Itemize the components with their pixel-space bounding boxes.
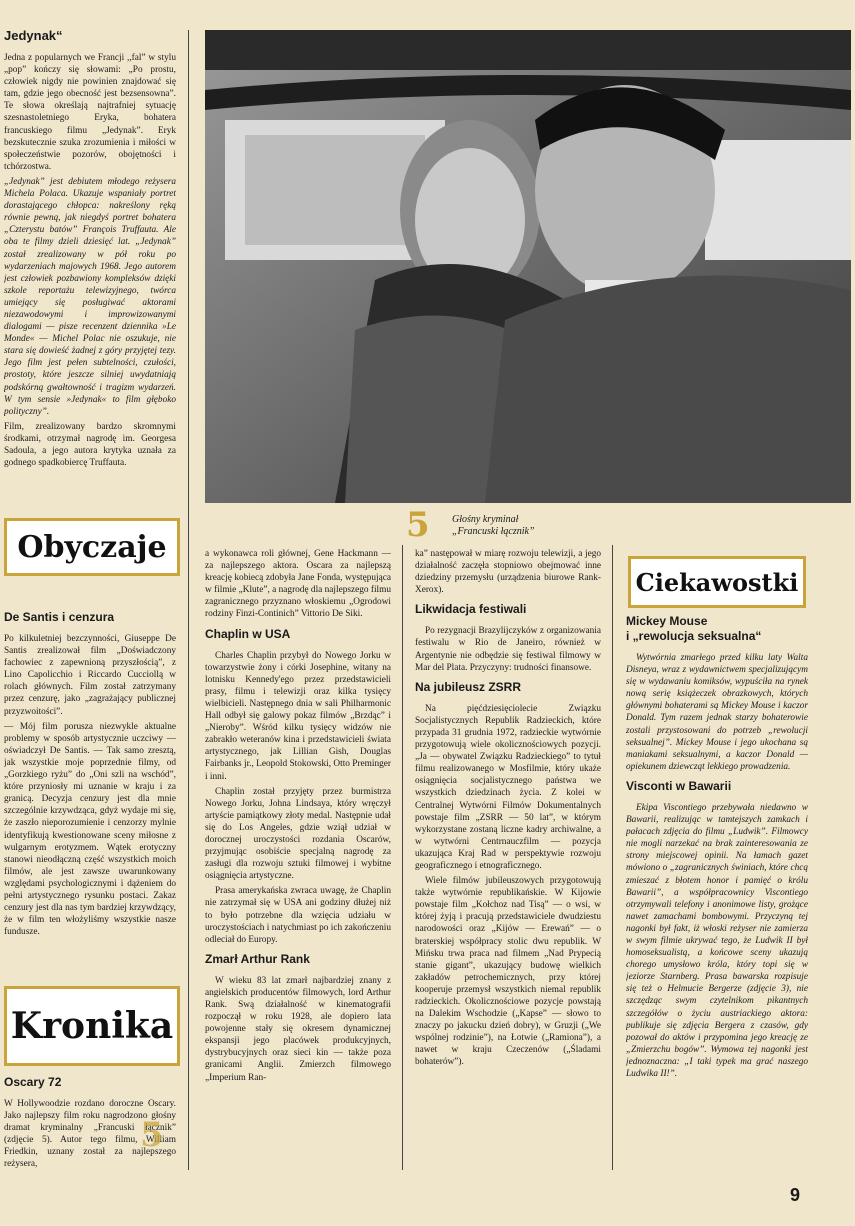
paragraph: Jedna z popularnych we Francji ,,fal” w stylu „pop” kończy się słowami: „Po prostu, człowiek nigdy nie powinien znajdować się tam, gdzie jego obecność jest bezsensowna”. Te słowa określają najtrafniej sytuację szesnastoletniego Eryka, bohatera francuskiego filmu „Jedynak”. Eryk bezskutecznie szuka zrozumienia i miłości w społeczeństwie pozorów, obojętności i tchórzostwa. (4, 53, 176, 172)
column-2 (205, 548, 391, 1173)
section-box-obyczaje: Obyczaje (4, 518, 180, 576)
paragraph: Wiele filmów jubileuszowych przygotowują także wytwórnie republikańskie. W Kijowie powstaje film „Kołchoz nad Tisą” — o wsi, w której żyją i pracują przedstawiciele dwudziestu narodowości oraz „Kijów — Erewań” — o braterskiej współpracy stolic dwu republik. W Mińsku trwa praca nad filmem „Nad Prypecią stanie gigant”, ukazujący budowę wielkich zakładów petrochemicznych, przy której kooperuje przemysł wszystkich niemal republik radzieckich. Okolicznościowe pozycje powstają na Dalekim Wschodzie („Kapse” — słowo to znaczy po jakucku dzień dobry), w Gruzji („We wspólnej rodzinie”), na Łotwie („Ramiona”), a nawet w kraju Czeczenów („Śladami bohaterów”). (415, 876, 601, 1068)
page-number: 9 (790, 1185, 801, 1205)
film-still-photo (205, 30, 851, 503)
heading-jedynak: Jedynak“ (4, 28, 63, 43)
heading-arthur-rank: Zmarł Arthur Rank (205, 951, 310, 966)
paragraph: Prasa amerykańska zwraca uwagę, że Chaplin nie zatrzymał się w USA ani godziny dłużej niż to było potrzebne dla wzięcia udziału w uroczystościach i natychmiast po ich zakończeniu odleciał do Europy. (205, 886, 391, 945)
photo-reference-mark: 5 (140, 1115, 164, 1155)
paragraph: ka” następował w miarę rozwoju telewizji, a jego działalność zaczęła stopniowo obejmować inne dziedziny przemysłu (urządzenia biurowe Rank-Xerox). (415, 549, 601, 596)
column-3 (415, 548, 601, 1173)
heading-oscary: Oscary 72 (4, 1075, 62, 1089)
paragraph: Po rezygnacji Brazylijczyków z organizowania festiwalu w Rio de Janeiro, również w Argentynie nie odbędzie się festiwal filmowy w Mar del Plata. Przyczyny: trudności finansowe. (415, 626, 601, 673)
paragraph: W Hollywoodzie rozdano doroczne Oscary. Jako najlepszy film roku nagrodzono głośny dramat kryminalny „Francuski łącznik” (zdjęcie 5). Autor tego filmu, William Friedkin, uznany został za najlepszego reżysera, (4, 1099, 176, 1170)
column-1-top (4, 28, 176, 498)
paragraph: Charles Chaplin przybył do Nowego Jorku w towarzystwie żony i córki Josephine, witany na lotnisku Kennedy'ego przez przedstawicieli prasy, filmu i telewizji oraz kilka tysięcy wielbicieli. Następnego dnia w sali Philharmonic Hall odbył się galowy pokaz filmów „Brzdąc” i „Nieroby”. Wśród kilku tysięcy widzów nie zabrakło weteranów kina i przedstawicieli świata artystycznego, jak Lillian Gish, Douglas Fairbanks jr., Leopold Stokowski, Otto Preminger i inni. (205, 650, 391, 782)
photo-illustration (205, 30, 851, 503)
paragraph: a wykonawca roli głównej, Gene Hackmann — za najlepszego aktora. Oscara za najlepszą kreację kobiecą zdobyła Jane Fonda, występująca w filmie „Klute”, a nagrodę dla najlepszego filmu zagranicznego przyznano włoskiemu „Ogrodowi rodziny Finzi-Continich” Vittorio De Siki. (205, 549, 391, 620)
column-1-mid (4, 610, 176, 980)
heading-visconti: Visconti w Bawarii (626, 778, 732, 793)
heading-rewolucja: i „rewolucja seksualna“ (626, 629, 762, 643)
photo-caption (452, 514, 535, 538)
heading-jubileusz: Na jubileusz ZSRR (415, 679, 522, 694)
heading-likwidacja: Likwidacja festiwali (415, 602, 527, 617)
section-box-kronika: Kronika (4, 986, 180, 1066)
column-divider (188, 30, 189, 1170)
section-box-ciekawostki: Ciekawostki (628, 556, 806, 608)
paragraph: W wieku 83 lat zmarł najbardziej znany z angielskich producentów filmowych, lord Arthur Rank. Swą działalność w kinematografii rozpoczął w roku 1928, ale dopiero lata powojenne stały się okresem dynamicznej ekspansji jego placówek produkcyjnych, dystrybucyjnych oraz sieci kin — także poza granicami Anglii. Zmierzch filmowego „Imperium Ran- (205, 975, 391, 1083)
paragraph: Film, zrealizowany bardzo skromnymi środkami, otrzymał nagrodę im. Georgesa Sadoula, a jego autora krytyka uznała za godnego spadkobiercę Truffauta. (4, 421, 176, 469)
caption-number: 5 (406, 505, 430, 545)
heading-chaplin: Chaplin w USA (205, 626, 291, 641)
caption-line-1: Głośny kryminał (452, 514, 519, 525)
paragraph: Na pięćdziesięciolecie Związku Socjalistycznych Republik Radzieckich, które przypada 31 grudnia 1972, radzieckie wytwórnie przygotowują wiele okolicznościowych pozycji. „Ja — obywatel Związku Radzieckiego” to tytuł filmu realizowanego w Mosfilmie, który ukaże osiągnięcia socjalistycznego państwa we wszystkich dziedzinach życia. Z kolei w Centralnej Wytwórni Filmów Dokumentalnych powstaje film „ZSRR — 50 lat”, w którym wykorzystane zostaną liczne kadry archiwalne, a w wytwórni Centrnauczfilm — pozycja ukazująca Kraj Rad w perspektywie rozwoju geograficznego i etnograficznego. (415, 703, 601, 871)
caption-line-2: „Francuski łącznik” (452, 526, 535, 537)
paragraph: — Mój film porusza niezwykle aktualne problemy w sposób artystycznie uczciwy — oświadczył De Santis. — Tak samo zresztą, jak wszystkie moje poprzednie filmy, od „Gorzkiego ryżu” do „Oni szli na wschód”, które przyniosły mi uznanie w kraju i za granicą. Decyzja cenzury jest dla mnie szczególnie krzywdząca, gdyż wydaje mi się, że zaszło nieporozumienie i cenzorzy mylnie identyfikują kwestionowane sceny miłosne z wulgarnym erotyzmem. Wątek erotyczny stanowi nieodłączną część wszystkich moich filmów, ale jest zawsze uwarunkowany względami psychologicznymi i dążeniem do pełni artystycznego rysunku postaci. Zakaz cenzury jest dla nas tym bardziej krzywdzący, że w film ten włożyliśmy wszystkie nasze fundusze. (4, 721, 176, 938)
column-4 (626, 614, 808, 1174)
heading-mickey-mouse: Mickey Mouse (626, 614, 708, 628)
paragraph: Chaplin został przyjęty przez burmistrza Nowego Jorku, Johna Lindsaya, który wręczył artyście pamiątkowy złoty medal. Następnie udał się do Los Angeles, gdzie wziął udział w dorocznej uroczystości rozdania Oscarów, przyjmując osobiście specjalną nagrodę za zasługi dla rozwoju sztuki filmowej i wybitne osiągnięcia artystyczne. (205, 786, 391, 882)
heading-de-santis: De Santis i cenzura (4, 610, 115, 624)
paragraph: Ekipa Viscontiego przebywała niedawno w Bawarii, realizując w tamtejszych zamkach i pałacach zdjęcia do filmu „Ludwik”. Filmowcy nie mogli narzekać na brak zainteresowania ze strony miejscowej opinii. Na łamach gazet mówiono o „zagranicznych świniach, które chcą zmieszać z błotem honor i pamięć o królu Bawarii”, a współpracownicy Viscontiego otrzymywali telefony i anonimowe listy, grożące nawet zamachami bombowymi. Przyczyną tej nagonki był fakt, iż włoski reżyser nie zamierza w swym filmie ukrywać tego, że Ludwik II był homoseksualistą, a końcowe sceny ukazują chorego umysłowo króla, który topi się w jeziorze Starnberg. Prasa bawarska rozpisuje się też o Helmucie Bergerze (zdjęcie 3), nie szczędząc swym czytelnikom pikantnych szczegółów o życiu austriackiego aktora: publikuje się zdjęcia Bergera z czasów, gdy pozował do aktów i przypomina jego kreację ze „Zmierzchu bogów”. Wymowa tej nagonki jest jednoznaczna: „I taki typek ma grać naszego Ludwika II!”. (626, 802, 808, 1079)
paragraph: Wytwórnia zmarłego przed kilku laty Walta Disneya, wraz z wydawnictwem specjalizującym się w wydawaniu komiksów, wypuściła na rynek nową serię książeczek obrazkowych, których głównymi bohaterami są Mickey Mouse i kaczor Donald. Tym razem jednak starzy bohaterowie zostali przystosowani do potrzeb „rewolucji seksualnej”. Mickey Mouse i jego ukochana są maniakami seksualnymi, a kaczor Donald — opiekunem dziewcząt lekkiego prowadzenia. (626, 653, 808, 772)
column-divider (402, 545, 403, 1170)
paragraph: Po kilkuletniej bezczynności, Giuseppe De Santis zrealizował film „Doświadczony fachowiec z zapewnioną przyszłością”, z Lino Capolicchio i Riccardo Cucciollą w rolach głównych. Film został zatrzymany przez cenzurę, jako „zagrażający publicznej przyzwoitości”. (4, 634, 176, 717)
paragraph: „Jedynak” jest debiutem młodego reżysera Michela Polaca. Ukazuje wspaniały portret dorastającego chłopca: nakreślony ręką równie pewną, jak niegdyś portret bohatera „Czterystu batów” François Truffauta. Ale oba te filmy dzieli dziesięć lat. „Jedynak” został zrealizowany w pół roku po wydarzeniach majowych 1968. Jego autorem jest człowiek pozbawiony kompleksów dzięki szkole reportażu telewizyjnego, twórca umiejący się posługiwać aktorami niezawodowymi i improwizowanymi dialogami — pisze recenzent dziennika »Le Monde« — Michel Polac nie oszukuje, nie stara się dowieść żadnej z góry przyjętej tezy. Jego film jest pełen subtelności, czułości, prostoty, które jeszcze silniej uwydatniają podskórną gwałtowność i tragizm wydarzeń. W tym sensie »Jedynak« to film głęboko polityczny”. (4, 176, 176, 417)
column-divider (612, 545, 613, 1170)
